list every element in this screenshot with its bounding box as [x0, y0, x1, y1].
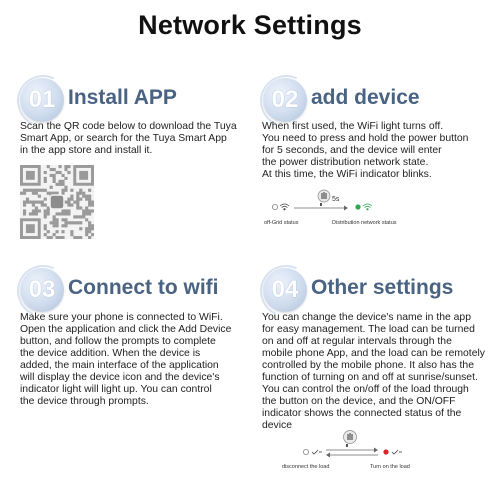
description-line: the device through prompts. [20, 396, 149, 407]
step-number: 03 [28, 276, 56, 303]
description-line: indicator light will light up. You can control [20, 384, 212, 395]
description-line: the device addition. When the device is [20, 348, 201, 359]
description-line: You need to press and hold the power button [262, 133, 469, 144]
step-title: Connect to wifi [68, 276, 219, 299]
step-01-description [20, 121, 237, 157]
distribution-status-label: Distribution network status [332, 220, 397, 226]
description-line: controlled by the mobile phone. It also has the [262, 360, 474, 371]
description-line: Smart App, or search for the Tuya Smart App [20, 133, 227, 144]
load-toggle-diagram [278, 428, 448, 472]
page-title: Network Settings [138, 10, 362, 40]
description-line: You can control the on/off of the load through [262, 384, 469, 395]
hand-press-icon [344, 431, 357, 448]
load-on-icon [392, 450, 402, 454]
description-line: for 5 seconds, and the device will enter [262, 145, 442, 156]
hold-time-label: 5s [332, 196, 340, 203]
step-number: 02 [271, 86, 299, 113]
description-line: the power distribution network state. [262, 157, 429, 168]
description-line: will display the device icon and the device's [20, 372, 220, 383]
turn-on-load-label: Turn on the load [370, 464, 410, 470]
description-line: for easy management. The load can be turned [262, 324, 475, 335]
step-04-header [263, 268, 493, 314]
wifi-icon [363, 204, 372, 210]
description-line: added, the main interface of the application [20, 360, 219, 371]
blinking-indicator [355, 204, 360, 209]
step-03-header [20, 268, 250, 314]
description-line: button, and follow the prompts to complete [20, 336, 216, 347]
description-line: in the app store and install it. [20, 145, 153, 156]
wifi-icon [280, 204, 289, 210]
step-02-header [263, 78, 483, 124]
hand-press-icon [318, 190, 330, 206]
step-01-header [20, 78, 240, 124]
qr-code-icon [20, 165, 94, 239]
arrow-left-icon [326, 453, 378, 458]
description-line: Scan the QR code below to download the Tuya [20, 121, 237, 132]
description-line: Make sure your phone is connected to WiFi. [20, 312, 223, 323]
step-02-description [262, 121, 468, 181]
description-line: on and off at regular intervals through the [262, 336, 452, 347]
description-line: function of turning on and off at sunrise/sunset. [262, 372, 478, 383]
disconnect-load-label: disconnect the load [282, 464, 330, 470]
description-line: the button on the device, and the ON/OFF [262, 396, 456, 407]
off-indicator [272, 204, 277, 209]
description-line: At this time, the WiFi indicator blinks. [262, 169, 432, 180]
on-indicator [383, 449, 388, 454]
step-03-description [20, 312, 231, 408]
step-title: Install APP [68, 86, 177, 109]
load-off-icon [312, 450, 322, 454]
step-04-description [262, 312, 485, 432]
description-line: When first used, the WiFi light turns off. [262, 121, 444, 132]
description-line: You can change the device's name in the app [262, 312, 471, 323]
description-line: mobile phone App, and the load can be remotely [262, 348, 485, 359]
pairing-diagram [258, 188, 408, 230]
step-number: 04 [271, 276, 299, 303]
description-line: indicator shows the connected status of the [262, 408, 462, 419]
description-line: Open the application and click the Add Device [20, 324, 232, 335]
step-title: Other settings [311, 276, 454, 299]
step-title: add device [311, 86, 420, 109]
off-indicator [303, 449, 308, 454]
off-grid-status-label: off-Grid status [264, 220, 299, 226]
description-line: device [262, 420, 293, 431]
arrow-right-icon [294, 206, 348, 211]
arrow-right-icon [326, 448, 378, 453]
step-number: 01 [28, 86, 56, 113]
